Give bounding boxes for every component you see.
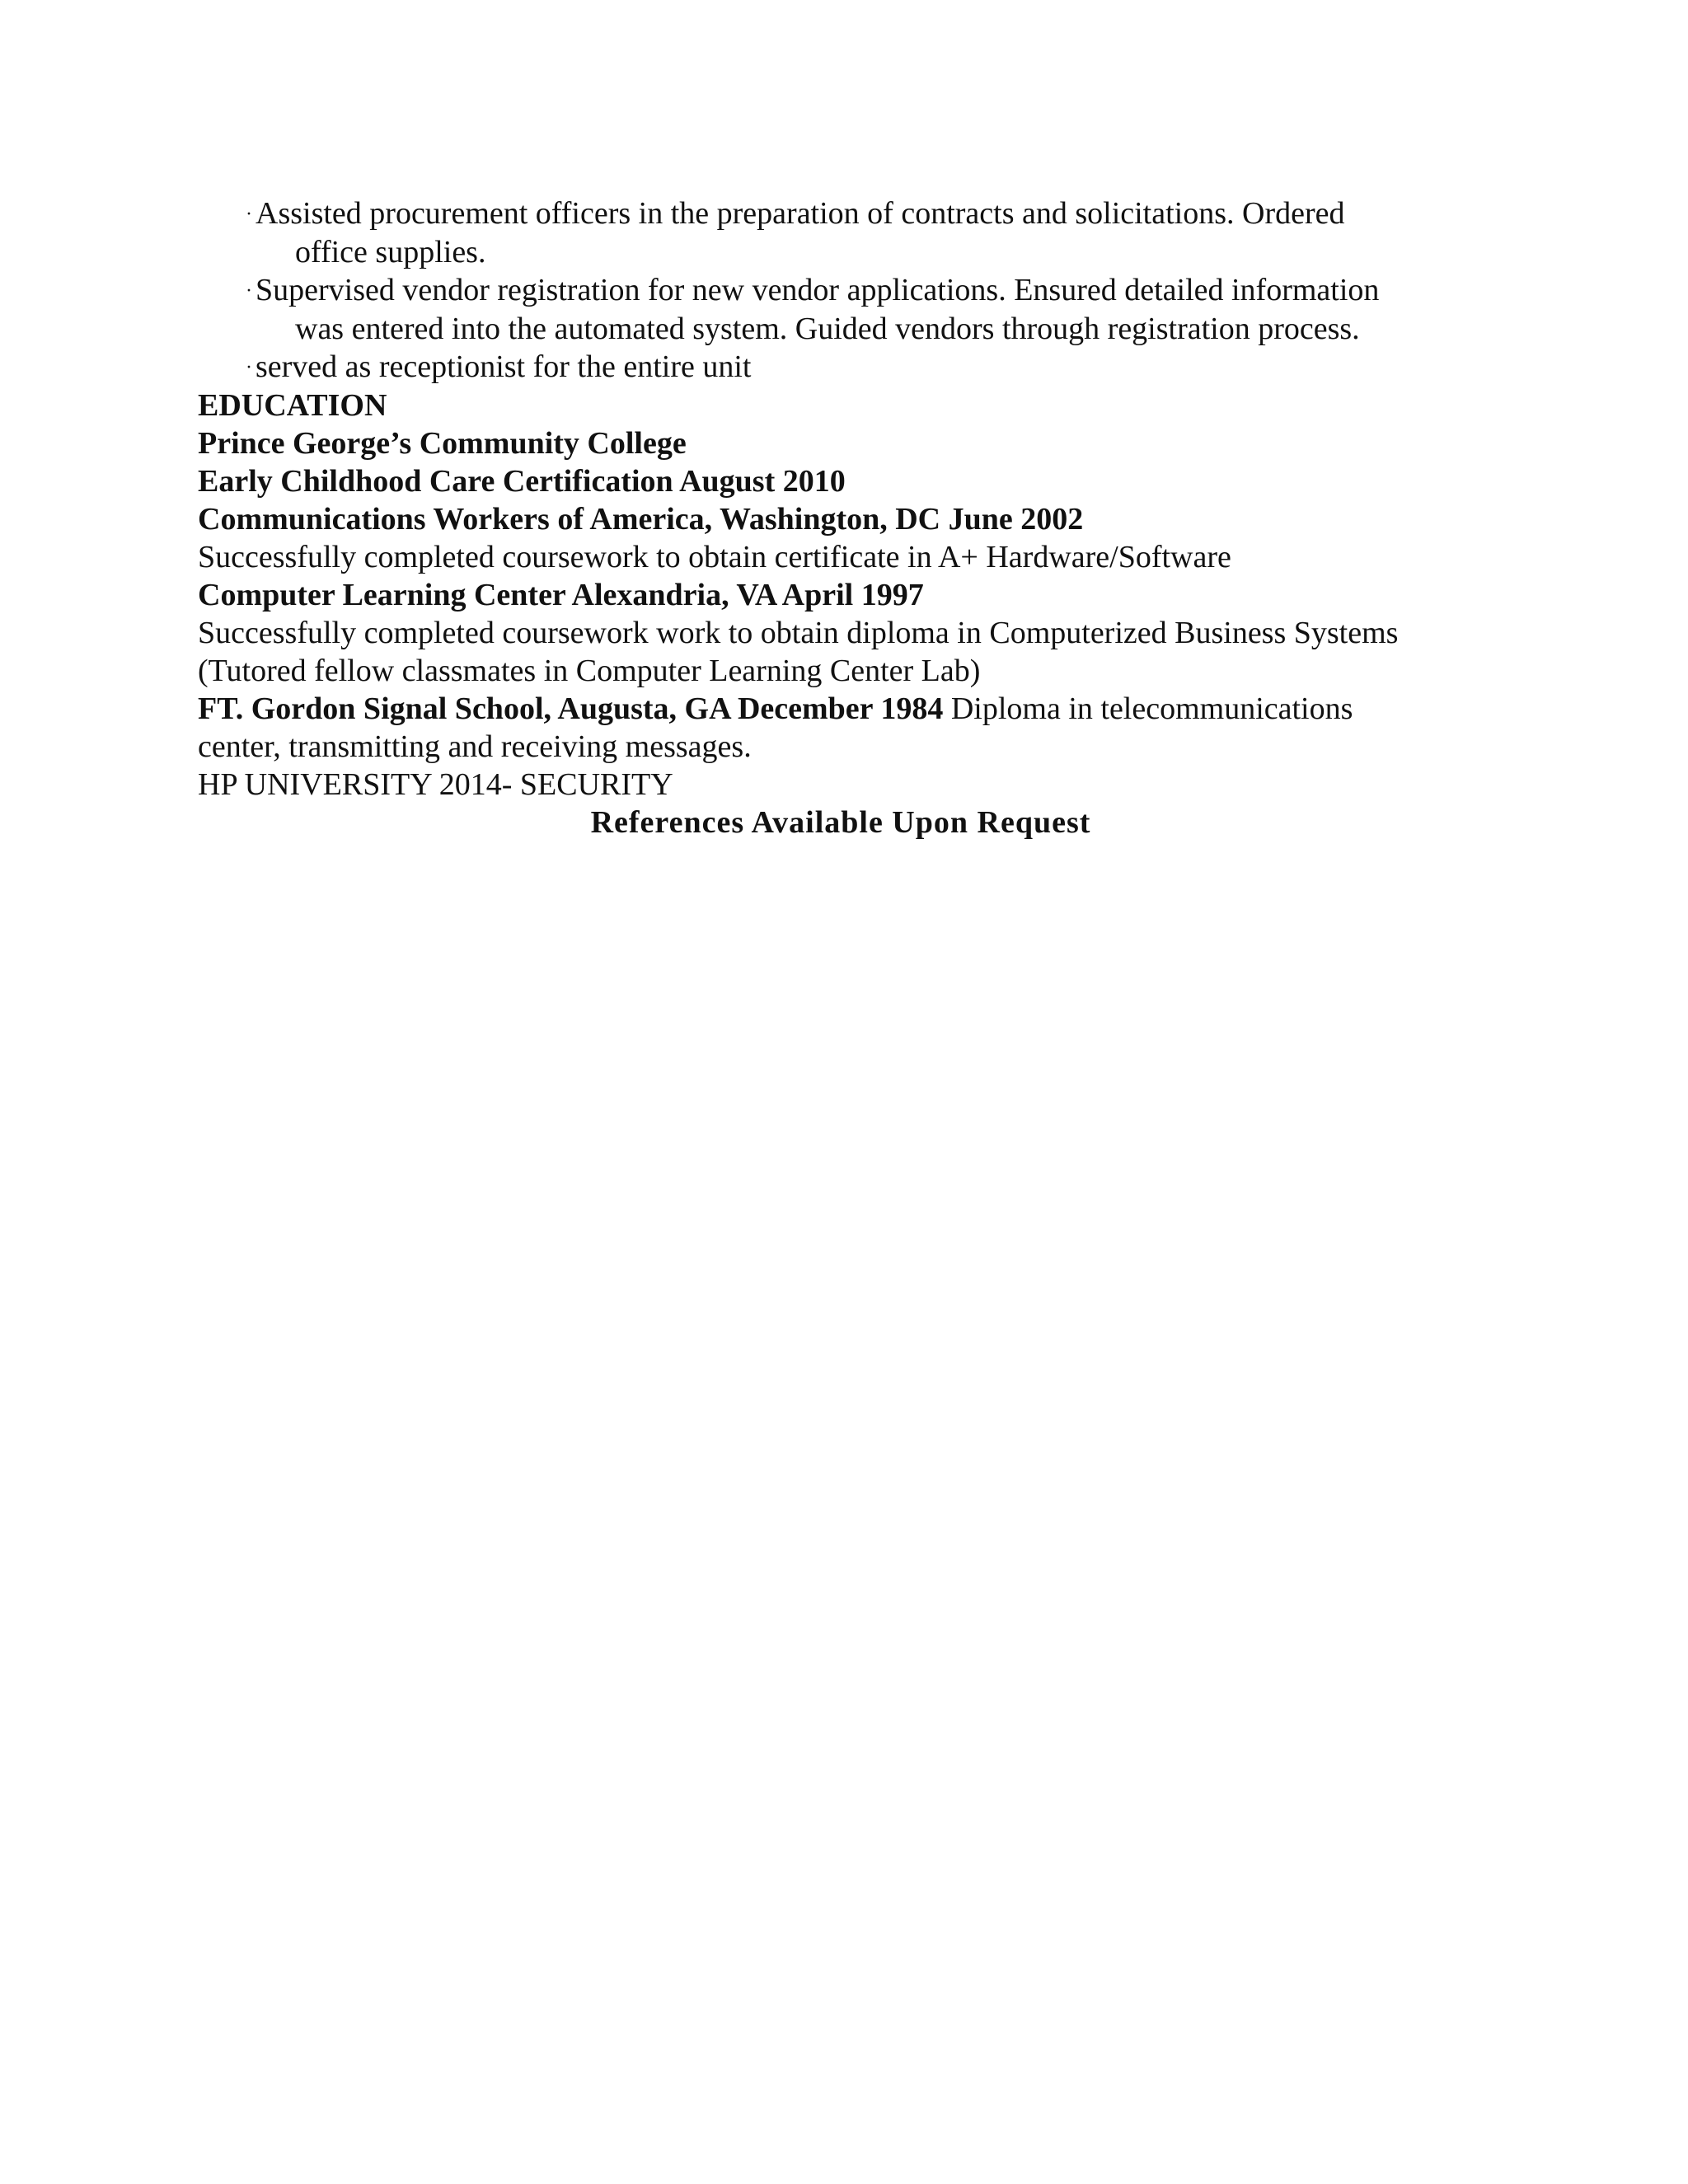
education-ft-gordon bbox=[198, 690, 1484, 728]
education-heading: EDUCATION bbox=[198, 388, 387, 423]
education-school-cwa: Communications Workers of America, Washington, DC June 2002 bbox=[198, 502, 1084, 537]
education-pgcc-certification: Early Childhood Care Certification August 2010 bbox=[198, 464, 846, 499]
education-ft-gordon-continuation: center, transmitting and receiving messages. bbox=[198, 729, 752, 764]
bullet-text: served as receptionist for the entire unit bbox=[256, 349, 752, 384]
bullet-continuation: was entered into the automated system. Guided vendors through registration process. bbox=[295, 312, 1360, 346]
education-hp-university: HP UNIVERSITY 2014- SECURITY bbox=[198, 767, 673, 802]
bullet-item bbox=[198, 348, 1484, 387]
bullet-continuation: office supplies. bbox=[295, 235, 486, 269]
bullet-dot: · bbox=[246, 357, 252, 378]
bullet-text: Supervised vendor registration for new vendor applications. Ensured detailed information bbox=[256, 273, 1380, 307]
education-clc-note: (Tutored fellow classmates in Computer Learning Center Lab) bbox=[198, 654, 981, 688]
bullet-item bbox=[198, 194, 1484, 233]
bullet-dot: · bbox=[246, 204, 252, 225]
bullet-item bbox=[198, 271, 1484, 310]
education-ft-gordon-diploma: Diploma in telecommunications bbox=[943, 691, 1353, 726]
education-school-pgcc: Prince George’s Community College bbox=[198, 426, 687, 461]
education-clc-description: Successfully completed coursework work to obtain diploma in Computerized Business Systems bbox=[198, 616, 1399, 650]
bullet-text: Assisted procurement officers in the preparation of contracts and solicitations. Ordered bbox=[256, 196, 1345, 231]
bullet-dot: · bbox=[246, 280, 252, 302]
education-school-clc: Computer Learning Center Alexandria, VA April 1997 bbox=[198, 578, 924, 612]
education-ft-gordon-school: FT. Gordon Signal School, Augusta, GA December 1984 bbox=[198, 691, 944, 726]
resume-content bbox=[198, 194, 1484, 841]
education-cwa-description: Successfully completed coursework to obtain certificate in A+ Hardware/Software bbox=[198, 540, 1231, 574]
references-line: References Available Upon Request bbox=[590, 805, 1091, 840]
